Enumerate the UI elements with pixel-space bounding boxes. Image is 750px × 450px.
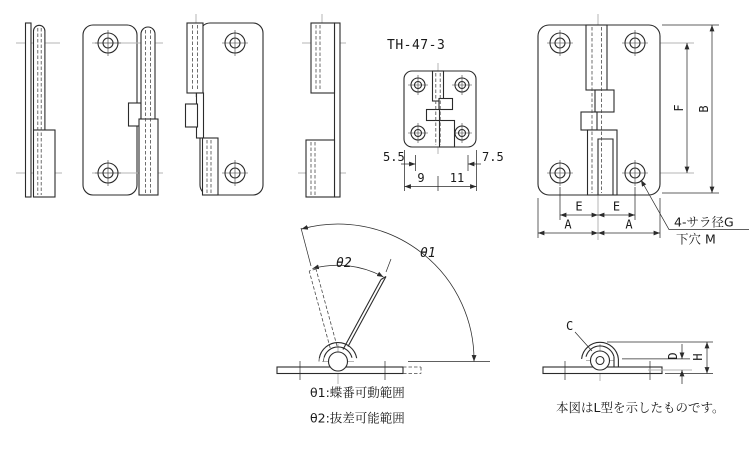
figure-ltype-side-view bbox=[543, 319, 724, 415]
ltype-note: 本図はL型を示したものです。 bbox=[556, 400, 725, 415]
dim-d bbox=[622, 344, 692, 384]
dim-7-5: 7.5 bbox=[482, 150, 504, 164]
dim-h-label: H bbox=[691, 353, 705, 361]
dim-a-row bbox=[538, 198, 660, 238]
view-front-right-leaf bbox=[186, 14, 264, 195]
open-leaf-solid bbox=[343, 277, 386, 350]
theta1-arc bbox=[302, 224, 475, 361]
theta2-legend: θ2:抜差可能範囲 bbox=[310, 410, 405, 426]
dim-d-label: D bbox=[666, 352, 680, 360]
dim-e-right: E bbox=[612, 199, 621, 214]
dim-f bbox=[672, 43, 687, 173]
theta2-label: θ2 bbox=[336, 256, 352, 271]
dim-f-label: F bbox=[672, 104, 686, 112]
dim-9: 9 bbox=[417, 171, 425, 185]
dim-b bbox=[662, 25, 719, 193]
view-front-left-leaf bbox=[83, 25, 163, 195]
dim-e-left: E bbox=[575, 199, 583, 214]
dim-c-label: C bbox=[566, 319, 574, 333]
figure-large-front-view bbox=[538, 14, 749, 247]
callout-pilot-hole: 下穴 M bbox=[676, 231, 716, 247]
view-side-profile-right bbox=[298, 14, 346, 197]
figure-small-top-view bbox=[383, 38, 504, 191]
view-side-profile-left bbox=[16, 23, 62, 197]
dim-a-right: A bbox=[625, 217, 633, 232]
figure-angle-diagram bbox=[277, 224, 490, 425]
part-number-label: TH-47-3 bbox=[387, 38, 446, 53]
dim-a-left: A bbox=[564, 217, 572, 232]
dim-row-edge-offsets bbox=[383, 150, 504, 171]
theta1-label: θ1 bbox=[420, 246, 436, 261]
callout-countersink: 4-サラ径G bbox=[674, 214, 734, 230]
dim-11: 11 bbox=[449, 171, 465, 185]
dim-b-label: B bbox=[697, 105, 711, 113]
theta1-legend: θ1:蝶番可動範囲 bbox=[310, 385, 405, 400]
dim-row-widths bbox=[405, 170, 477, 191]
dim-5-5: 5.5 bbox=[383, 150, 405, 164]
